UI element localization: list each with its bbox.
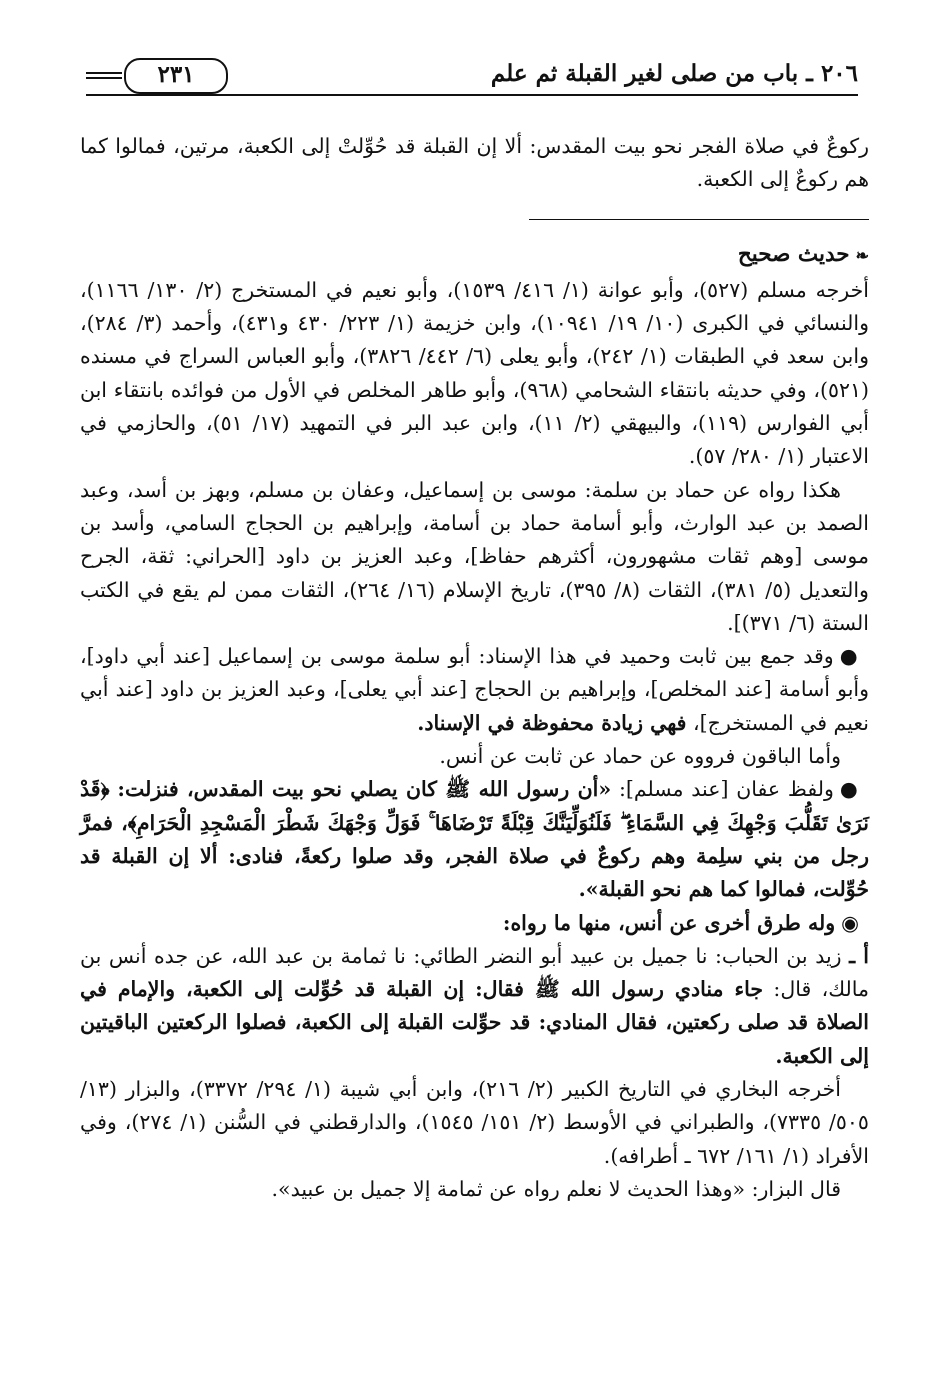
note-1-rest: وأما الباقون فرووه عن حماد عن ثابت عن أنس. xyxy=(439,744,841,769)
section-heading xyxy=(80,238,869,272)
note-2-quote: «أن رسول الله ﷺ كان يصلي نحو بيت المقدس، فنزلت: xyxy=(117,777,612,802)
page-content xyxy=(80,130,869,1206)
path-a-paragraph xyxy=(80,940,869,1073)
page-header xyxy=(86,58,858,94)
path-a-label: أ ـ xyxy=(849,943,869,968)
bullet-icon: ● xyxy=(839,777,859,802)
note-1-conclusion: فهي زيادة محفوظة في الإسناد. xyxy=(417,710,687,735)
note-2-paragraph xyxy=(80,773,869,906)
page-number: ٢٣١ xyxy=(124,58,228,94)
book-icon: ❧ xyxy=(855,245,869,265)
path-a-matn: جاء منادي رسول الله ﷺ فقال: إن القبلة قد حُوِّلت إلى الكعبة، والإمام في الصلاة قد صلى ركعتين، فقال المنادي: قد حوِّلت القبلة إلى الكعبة، فصلوا الركعتين الباقيتين إلى الكعبة. xyxy=(80,977,869,1068)
header-divider xyxy=(86,94,858,96)
note-1-text: وقد جمع بين ثابت وحميد في هذا الإسناد: أبو سلمة موسى بن إسماعيل [عند أبي داود]، وأبو أسامة [عند المخلص]، وإبراهيم بن الحجاج [عند أبي يعلى]، وعبد العزيز بن داود [عند أبي نعيم في المستخرج]، xyxy=(80,644,869,735)
circle-bullet-icon: ◉ xyxy=(841,910,859,935)
footnote-separator xyxy=(529,219,869,220)
narrators-paragraph: هكذا رواه عن حماد بن سلمة: موسى بن إسماعيل، وعفان بن مسلم، وبهز بن أسد، وعبد الصمد بن عبد الوارث، وأبو أسامة حماد بن أسامة، وإبراهيم بن الحجاج السامي، وأسد بن موسى [وهم ثقات مشهورون، أكثرهم حفاظ]، وعبد العزيز بن داود [الحراني: ثقة، الجرح والتعديل (٥/ ٣٨١)، الثقات (٨/ ٣٩٥)، تاريخ الإسلام (١٦/ ٢٦٤)، الثقات ممن لم يقع في الكتب الستة (٦/ ٣٧١)]. xyxy=(80,477,869,635)
chapter-title: ٢٠٦ ـ باب من صلى لغير القبلة ثم علم xyxy=(490,60,858,87)
bullet-icon: ● xyxy=(839,644,860,669)
note-2-rest: ، فمرَّ رجل من بني سلِمة وهم ركوعٌ في صلاة الفجر، وقد صلوا ركعةً، فنادى: ألا إن القبلة قد حُوِّلت، فمالوا كما هم نحو القبلة». xyxy=(80,810,869,902)
hadith-grade: حديث صحيح xyxy=(737,241,850,267)
path-a-text: زيد بن الحباب: نا جميل بن عبيد أبو النضر الطائي: نا ثمامة بن عبد الله، عن جده أنس بن مالك، قال: xyxy=(80,943,869,1002)
bazzar-quote: قال البزار: «وهذا الحديث لا نعلم رواه عن ثمامة إلا جميل بن عبيد». xyxy=(271,1176,841,1201)
note-1-paragraph xyxy=(80,640,869,740)
header-ornament-rule xyxy=(86,72,122,79)
takhrij-paragraph-1: أخرجه مسلم (٥٢٧)، وأبو عوانة (١/ ٤١٦/ ١٥٣٩)، وأبو نعيم في المستخرج (٢/ ١٣٠/ ١١٦٦)، والنسائي في الكبرى (١٠/ ١٩/ ١٠٩٤١)، وابن خزيمة (١/ ٢٢٣/ ٤٣٠ و٤٣١)، وأحمد (٣/ ٢٨٤)، وابن سعد في الطبقات (١/ ٢٤٢)، وأبو يعلى (٦/ ٤٤٢/ ٣٨٢٦)، وأبو العباس السراج في مسنده (٥٢١)، وفي حديثه بانتقاء الشحامي (٩٦٨)، وأبو طاهر المخلص في الأول من فوائده بانتقاء ابن أبي الفوارس (١١٩)، والبيهقي (٢/ ١١)، وابن عبد البر في التمهيد (١٧/ ٥١)، والحازمي في الاعتبار (١/ ٢٨٠/ ٥٧). xyxy=(80,277,869,469)
takhrij-paragraph-2: أخرجه البخاري في التاريخ الكبير (٢/ ٢١٦)، وابن أبي شيبة (١/ ٢٩٤/ ٣٣٧٢)، والبزار (١٣/ ٥٠٥/ ٧٣٣٥)، والطبراني في الأوسط (٢/ ١٥١/ ١٥٤٥)، والدارقطني في السُّنن (١/ ٢٧٤)، وفي الأفراد (١/ ١٦١/ ٦٧٢ ـ أطرافه). xyxy=(80,1077,869,1168)
quran-verse: ﴿قَدْ نَرَىٰ تَقَلُّبَ وَجْهِكَ فِي السَّمَاءِ ۖ فَلَنُوَلِّيَنَّكَ قِبْلَةً تَرْضَاهَا ۚ فَوَلِّ وَجْهَكَ شَطْرَ الْمَسْجِدِ الْحَرَامِ﴾ xyxy=(80,777,870,835)
intro-paragraph: ركوعٌ في صلاة الفجر نحو بيت المقدس: ألا إن القبلة قد حُوِّلتْ إلى الكعبة، مرتين، فمالوا كما هم ركوعٌ إلى الكعبة. xyxy=(80,134,869,192)
note-2-intro: ولفظ عفان [عند مسلم]: xyxy=(618,777,834,802)
other-paths-text: وله طرق أخرى عن أنس، منها ما رواه: xyxy=(502,910,836,935)
other-paths-heading xyxy=(80,907,869,940)
